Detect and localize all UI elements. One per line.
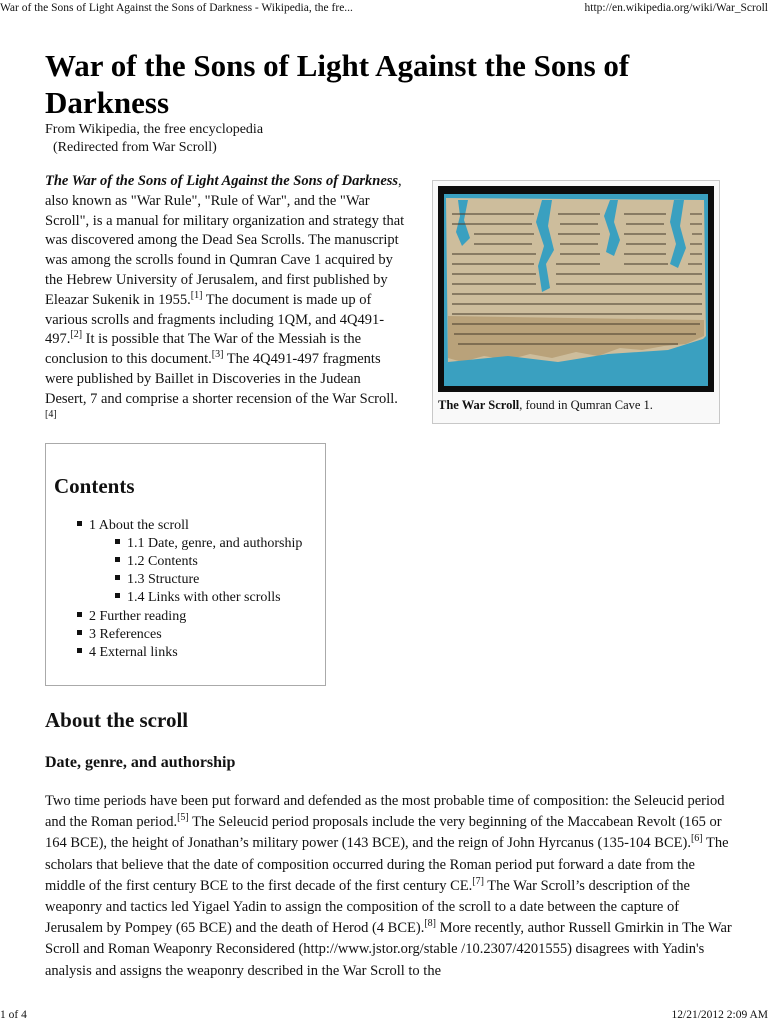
figure-caption-text: , found in Qumran Cave 1. xyxy=(519,398,653,412)
para-text-1: Two time periods have been put forward and defended as the most probable time of composition: the Seleucid period and the Roman period. xyxy=(45,793,725,831)
war-scroll-image[interactable] xyxy=(438,186,714,392)
war-scroll-figure xyxy=(432,180,720,424)
citation-5[interactable]: [5] xyxy=(177,812,189,824)
intro-lead-term: The War of the Sons of Light Against the Sons of Darkness xyxy=(45,173,399,189)
subsection-heading-date: Date, genre, and authorship xyxy=(45,754,236,771)
citation-3[interactable]: [3] xyxy=(211,349,224,361)
site-subtitle: From Wikipedia, the free encyclopedia xyxy=(45,122,264,137)
toc-item-about-the-scroll[interactable]: 1 About the scroll xyxy=(77,517,189,535)
print-header-title: War of the Sons of Light Against the Sons of Darkness - Wikipedia, the fre... xyxy=(0,2,353,14)
toc-item-external-links[interactable]: 4 External links xyxy=(77,644,178,662)
scroll-photo-illustration xyxy=(438,186,714,392)
citation-7[interactable]: [7] xyxy=(472,875,484,887)
intro-text-3: It is possible that The War of the Messiah is the conclusion to this document. xyxy=(45,331,362,368)
toc-title: Contents xyxy=(54,474,135,498)
citation-4[interactable]: [4] xyxy=(45,408,57,420)
print-footer-timestamp: 12/21/2012 2:09 AM xyxy=(671,1009,768,1021)
toc-item-contents[interactable]: 1.2 Contents xyxy=(115,553,198,571)
para-text-2: The Seleucid period proposals include the very beginning of the Maccabean Revolt (165 or 164 BCE), the height of Jonathan’s military power (143 BCE), and the reign of John Hyrcanus (135-104 BCE). xyxy=(45,814,722,852)
print-header-url: http://en.wikipedia.org/wiki/War_Scroll xyxy=(584,2,768,14)
date-genre-paragraph xyxy=(45,791,735,982)
toc-item-date-genre-authorship[interactable]: 1.1 Date, genre, and authorship xyxy=(115,535,302,553)
intro-text-1: , also known as "War Rule", "Rule of War", and the "War Scroll", is a manual for military organization and strategy that was discovered among the Dead Sea Scrolls. The manuscript was among the scrolls found in Qumran Cave 1 acquired by the Hebrew University of Jerusalem, and first published by Eleazar Sukenik in 1955. xyxy=(45,173,405,308)
citation-8[interactable]: [8] xyxy=(424,918,437,930)
citation-6[interactable]: [6] xyxy=(690,833,703,845)
section-heading-about: About the scroll xyxy=(45,708,189,732)
citation-1[interactable]: [1] xyxy=(190,289,203,301)
redirect-note: (Redirected from War Scroll) xyxy=(53,140,217,155)
para-text-4: The War Scroll’s description of the weaponry and tactics led Yigael Yadin to assign the composition of the scroll to a date between the capture of Jerusalem by Pompey (65 BCE) and the death of Herod (4 BCE). xyxy=(45,877,690,937)
page-title: War of the Sons of Light Against the Sons of Darkness xyxy=(45,48,630,120)
para-text-3: The scholars that believe that the date of composition occurred during the Roman period put forward a date from the middle of the first century BCE to the first decade of the first century CE. xyxy=(45,835,729,894)
figure-caption xyxy=(438,397,714,413)
intro-text-4: The 4Q491-497 fragments were published by Baillet in Discoveries in the Judean Desert, 7 and comprise a shorter recension of the War Scroll. xyxy=(45,351,398,407)
figure-caption-title: The War Scroll xyxy=(438,398,520,412)
toc-item-structure[interactable]: 1.3 Structure xyxy=(115,571,199,589)
toc-item-references[interactable]: 3 References xyxy=(77,626,162,644)
toc-item-further-reading[interactable]: 2 Further reading xyxy=(77,608,186,626)
intro-text-2: The document is made up of various scrolls and fragments including 1QM, and 4Q491-497. xyxy=(45,291,385,348)
table-of-contents xyxy=(45,443,326,686)
print-footer-page: 1 of 4 xyxy=(0,1009,27,1021)
intro-paragraph xyxy=(45,172,405,429)
toc-item-links-other-scrolls[interactable]: 1.4 Links with other scrolls xyxy=(115,589,281,607)
para-text-5: More recently, author Russell Gmirkin in The War Scroll and Roman Weaponry Reconsidered (http://www.jstor.org/stable /10.2307/4201555) disagrees with Yadin's analysis and assigns the weaponry described in the War Scroll to the xyxy=(45,920,732,979)
citation-2[interactable]: [2] xyxy=(70,329,83,341)
